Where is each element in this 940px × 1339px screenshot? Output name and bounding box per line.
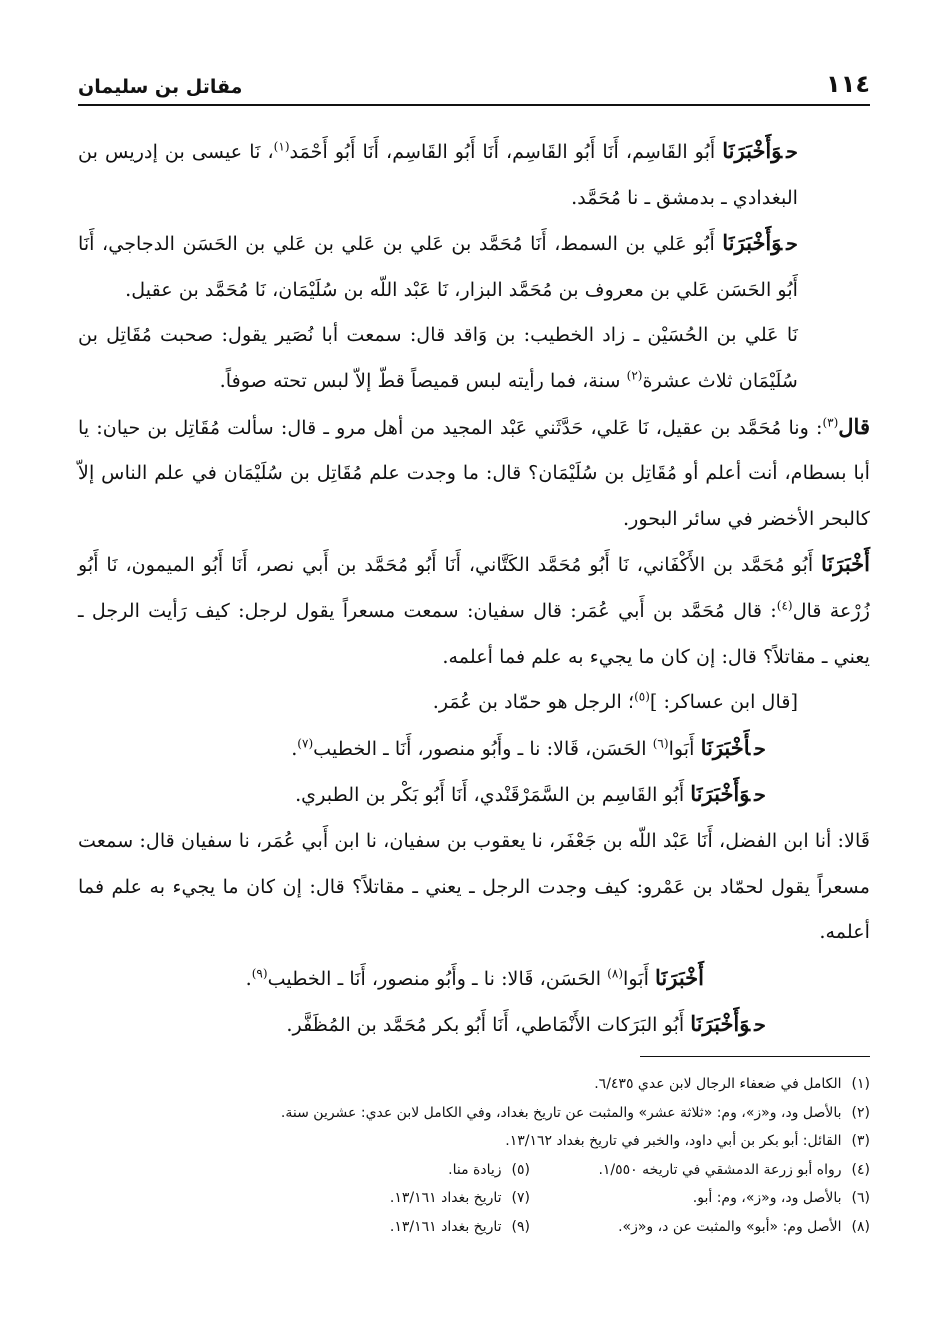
footnote-row (78, 1156, 870, 1185)
footnote-3 (505, 1127, 870, 1156)
footnote-9 (390, 1213, 530, 1242)
footnote-row (78, 1099, 870, 1128)
keyword: وَأَخْبَرَنَا (722, 230, 783, 256)
footnote-ref[interactable]: (٦) (652, 736, 669, 751)
footnote-7 (390, 1184, 530, 1213)
paragraph-text: أَبُو مُحَمَّد بن الأَكْفَاني، نَا أَبُو مُحَمَّد الكَتَّاني، أَنَا أَبُو مُحَمَّد بن أَبي نصر، أَنَا أَبُو الميمون، نَا أَبُو زُرْعة قال (78, 553, 871, 622)
footnote-ref[interactable]: (١) (273, 139, 290, 154)
paragraph-text: سنة، فما رأيته لبس قميصاً قطّ إلاّ لبس تحته صوفاً. (219, 368, 627, 392)
paragraph-text: أَبَوا (668, 736, 701, 760)
footnote-text: بالأصل ود، و«ز»، وم: «ثلاثة عشر» والمثبت عن تاريخ بغداد، وفي الكامل لابن عدي: عشرين سنة. (280, 1104, 842, 1121)
footnote-text: زيادة منا. (448, 1161, 502, 1178)
tahwil-mark: ح (786, 232, 798, 256)
keyword: وَأَخْبَرَنَا (690, 781, 751, 807)
paragraph-text: أَبُو القَاسِم، أَنَا أَبُو القَاسِم، أَنَا أَبُو القَاسِم، أَنَا أَبُو أَحْمَد (289, 140, 723, 163)
footnote-row (78, 1184, 870, 1213)
footnote-ref[interactable]: (٩) (251, 966, 268, 981)
paragraph-text: . (245, 966, 252, 990)
paragraph-text: : قال مُحَمَّد بن أَبي عُمَر: قال سفيان: سمعت مسعراً يقول لرجل: كيف رَأيت الرجل ـ يعني ـ مقاتلاً؟ قال: إن كان ما يجيء به علم فما أعلمه. (78, 598, 870, 668)
paragraph-text: الحَسَن، قَالا: نا ـ وأَبُو منصور، أَنَا ـ الخطيب (313, 736, 653, 760)
main-text (78, 128, 870, 1048)
footnote-text: تاريخ بغداد ١٣/١٦١. (389, 1218, 502, 1235)
paragraph-7 (78, 725, 870, 772)
footnote-text: القائل: أبو بكر بن أبي داود، والخبر في تاريخ بغداد ١٣/١٦٢. (505, 1133, 842, 1149)
tahwil-mark: ح (786, 140, 798, 163)
paragraph-text: نَا عَلي بن الحُسَيْن ـ زاد الخطيب: بن وَاقد قال: سمعت أبا نُصَير يقول: صحبت مُقَاتِل بن سُلَيْمَان ثلاث عشرة (78, 323, 798, 392)
footnote-2 (281, 1099, 870, 1128)
footnote-number: (٥) (511, 1161, 530, 1178)
paragraph-2 (78, 220, 870, 312)
keyword: أَخْبَرَنَا (700, 734, 751, 760)
keyword: أَخْبَرَنَا (655, 964, 704, 990)
paragraph-10 (78, 955, 870, 1002)
footnote-ref[interactable]: (٢) (626, 368, 643, 383)
footnote-text: بالأصل ود، و«ز»، وم: أبو. (692, 1190, 842, 1206)
paragraph-text: أَبُو عَلي بن السمط، أَنَا مُحَمَّد بن عَلي بن عَلي بن عَلي بن الحَسَن الدجاجي، أَنَا أَبُو الحَسَن عَلي بن معروف بن مُحَمَّد البزار، نَا عَبْد اللّه بن سُلَيْمَان، نَا مُحَمَّد بن عقيل. (78, 232, 798, 301)
footnote-1 (594, 1070, 870, 1099)
footnote-text: رواه أبو زرعة الدمشقي في تاريخه ١/٥٥٠. (598, 1161, 842, 1178)
paragraph-text: أَبُو القَاسِم بن السَّمَرْقَنْدي، أَنَا أَبُو بَكْر بن الطبري. (295, 783, 691, 807)
footnote-number: (١) (851, 1076, 870, 1092)
keyword: وَأَخْبَرَنَا (690, 1011, 751, 1037)
footnote-row (78, 1213, 870, 1242)
page-header (78, 58, 870, 106)
footnote-8 (530, 1213, 870, 1242)
footnote-text: الكامل في ضعفاء الرجال لابن عدي ٦/٤٣٥. (594, 1076, 842, 1092)
paragraph-11 (78, 1001, 870, 1048)
running-title: مقاتل بن سليمان (78, 76, 243, 98)
footnote-ref[interactable]: (٥) (634, 689, 650, 704)
paragraph-text: ؛ الرجل هو حمّاد بن عُمَر. (432, 690, 635, 714)
footnote-number: (٧) (511, 1190, 530, 1206)
footnote-ref[interactable]: (٤) (776, 598, 793, 613)
paragraph-text: قَالا: أنا ابن الفضل، أَنَا عَبْد اللّه بن جَعْفَر، نا يعقوب بن سفيان، نا ابن أَبي عُمَر، نا سفيان قال: سمعت مسعراً يقول لحمّاد بن عَمْرو: كيف وجدت الرجل ـ يعني ـ مقاتلاً؟ قال: إن كان ما يجيء به علم فما أعلمه. (78, 828, 870, 944)
footnote-number: (٢) (851, 1104, 870, 1121)
paragraph-6 (78, 679, 870, 725)
paragraph-text: . (291, 736, 298, 760)
tahwil-mark: ح (754, 1013, 766, 1037)
footnote-ref[interactable]: (٧) (297, 736, 314, 751)
footnote-text: تاريخ بغداد ١٣/١٦١. (389, 1190, 502, 1206)
tahwil-mark: ح (754, 783, 766, 807)
footnote-text: الأصل وم: «أبو» والمثبت عن د، و«ز». (618, 1218, 842, 1235)
footnote-number: (٩) (511, 1218, 530, 1235)
paragraph-text: الحَسَن، قَالا: نا ـ وأَبُو منصور، أَنَا ـ الخطيب (267, 966, 608, 990)
tahwil-mark: ح (754, 736, 766, 760)
footnote-5 (448, 1156, 530, 1185)
footnote-6 (530, 1184, 870, 1213)
footnote-ref[interactable]: (٣) (822, 415, 839, 430)
paragraph-text: : ونا مُحَمَّد بن عقيل، نَا عَلي، حَدَّثَني عَبْد المجيد من أهل مرو ـ قال: سألت مُقَاتِل بن حيان: يا أبا بسطام، أنت أعلم أو مُقَاتِل بن سُلَيْمَان؟ قال: ما وجدت علم مُقَاتِل بن سُلَيْمَان في علم الناس إلاّ كالبحر الأخضر في سائر البحور. (78, 415, 870, 530)
footnote-row (78, 1127, 870, 1156)
keyword: أَخْبَرَنَا (821, 551, 870, 577)
footnote-number: (٤) (851, 1161, 870, 1178)
paragraph-3 (78, 312, 870, 403)
keyword: وَأَخْبَرَنَا (722, 138, 783, 163)
paragraph-5 (78, 541, 870, 679)
footnote-ref[interactable]: (٨) (607, 966, 623, 981)
paragraph-4 (78, 404, 870, 542)
footnote-number: (٨) (851, 1218, 870, 1235)
footnote-number: (٦) (851, 1190, 870, 1206)
paragraph-1 (78, 128, 870, 220)
footnote-4 (530, 1156, 870, 1185)
footnote-row (78, 1070, 870, 1099)
page-number: ١١٤ (826, 70, 870, 98)
paragraph-text: ، نَا عيسى بن إدريس بن البغدادي ـ بدمشق ـ نا مُحَمَّد. (78, 140, 798, 209)
paragraph-text: أَبُو البَرَكات الأَنْمَاطي، أَنَا أَبُو بكر مُحَمَّد بن المُظَفَّر. (286, 1013, 691, 1037)
paragraph-text: [قال ابن عساكر: ] (649, 690, 798, 714)
paragraph-text: أَبَوا (623, 966, 656, 990)
paragraph-9 (78, 818, 870, 955)
keyword: قال (838, 413, 870, 439)
paragraph-8 (78, 771, 870, 818)
footnote-divider (640, 1056, 870, 1057)
footnote-number: (٣) (851, 1133, 870, 1149)
footnotes (78, 1070, 870, 1241)
